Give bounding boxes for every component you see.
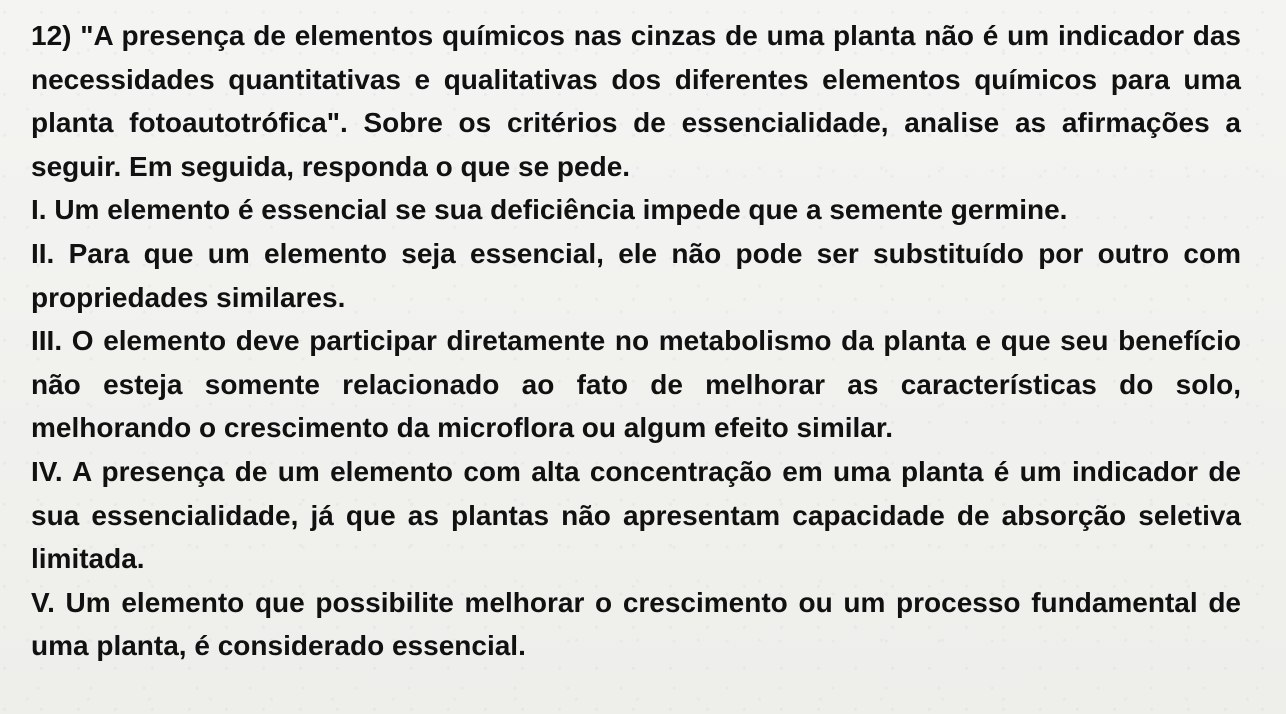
statement-i: I. Um elemento é essencial se sua deficiência impede que a semente germine. xyxy=(31,194,1068,226)
question-statement: 12) "A presença de elementos químicos nas cinzas de uma planta não é um indicador das necessidades quantitativas e qualitativas dos diferentes elementos químicos para uma planta fotoautotrófica". Sobre os critérios de essencialidade, analise as afirmações a seguir. Em seguida, responda o que se pede. xyxy=(31,20,1241,182)
statement-v: V. Um elemento que possibilite melhorar o crescimento ou um processo fundamental de uma planta, é considerado essencial. xyxy=(31,586,1241,662)
statement-iii: III. O elemento deve participar diretamente no metabolismo da planta e que seu benefício não esteja somente relacionado ao fato de melhorar as características do solo, melhorando o crescimento da microflora ou algum efeito similar. xyxy=(31,325,1241,444)
question-block xyxy=(31,14,1241,668)
statement-iv: IV. A presença de um elemento com alta concentração em uma planta é um indicador de sua essencialidade, já que as plantas não apresentam capacidade de absorção seletiva limitada. xyxy=(31,455,1241,575)
statement-ii: II. Para que um elemento seja essencial, ele não pode ser substituído por outro com propriedades similares. xyxy=(31,237,1241,313)
